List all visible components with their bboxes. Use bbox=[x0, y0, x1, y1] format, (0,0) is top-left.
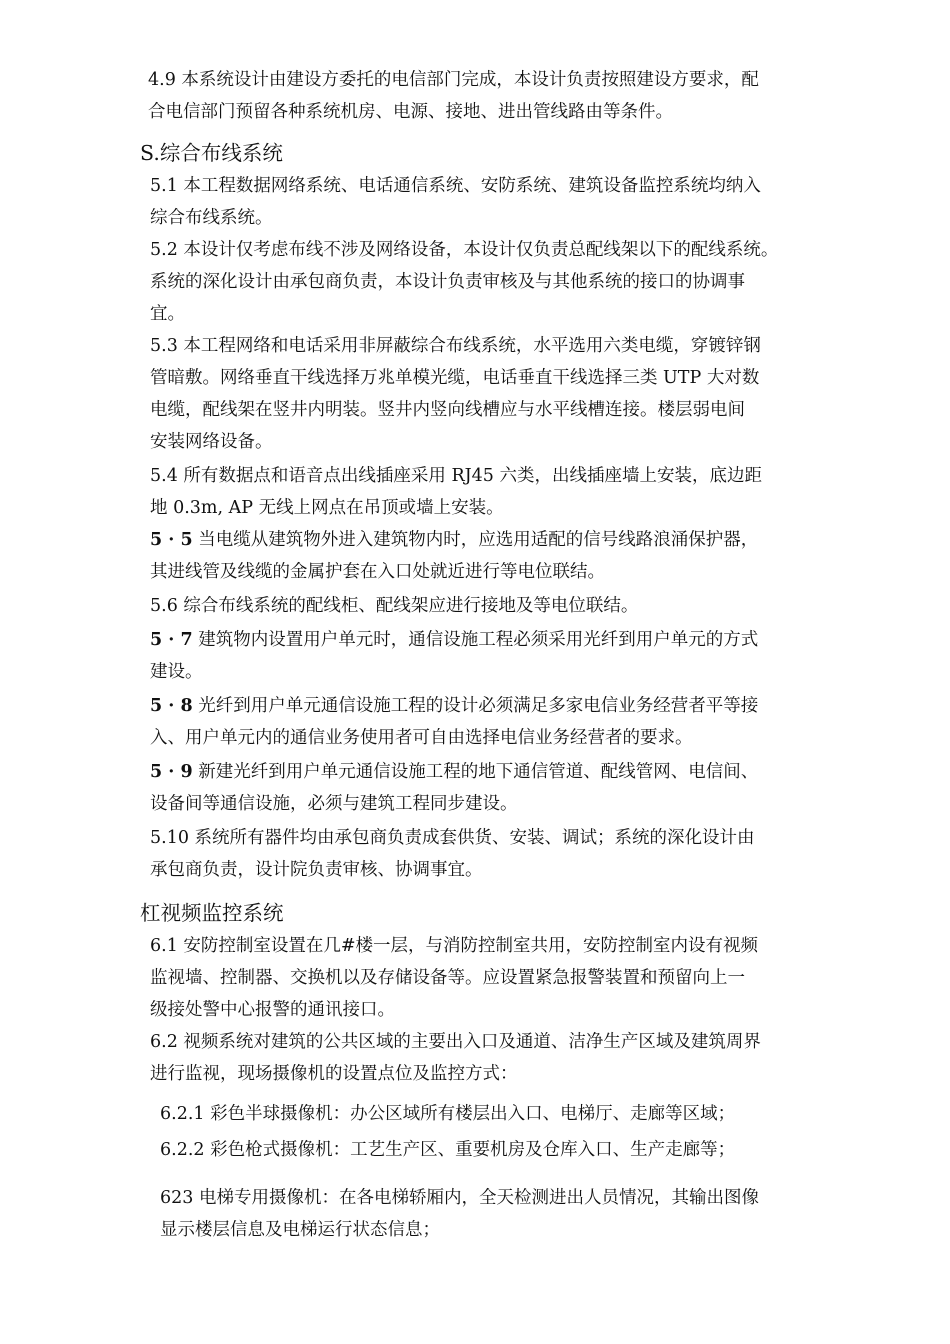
text-line: 建设。 bbox=[150, 662, 203, 682]
text-line: 5.4 所有数据点和语音点出线插座采用 RJ45 六类，出线插座墙上安装，底边距 bbox=[150, 466, 762, 486]
paragraph-6-2-3 bbox=[160, 1182, 759, 1246]
text-line: 安装网络设备。 bbox=[150, 432, 273, 452]
clause-text: 建筑物内设置用户单元时，通信设施工程必须采用光纤到用户单元的方式 bbox=[198, 630, 759, 650]
paragraph-5-6 bbox=[150, 590, 638, 622]
paragraph-6-2-2 bbox=[160, 1134, 735, 1166]
text-line: 6.2.2 彩色枪式摄像机：工艺生产区、重要机房及仓库入口、生产走廊等； bbox=[160, 1140, 736, 1160]
text-line: 5.10 系统所有器件均由承包商负责成套供货、安装、调试；系统的深化设计由 bbox=[150, 828, 755, 848]
text-line: 5.3 本工程网络和电话采用非屏蔽综合布线系统，水平选用六类电缆，穿镀锌钢 bbox=[150, 336, 761, 356]
paragraph-5-7 bbox=[150, 624, 758, 688]
text-line: 5.2 本设计仅考虑布线不涉及网络设备，本设计仅负责总配线架以下的配线系统。 bbox=[150, 240, 779, 260]
clause-number: 5 · 5 bbox=[150, 530, 193, 550]
clause-number: 5 · 8 bbox=[150, 696, 193, 716]
text-line: 宜。 bbox=[150, 304, 185, 324]
paragraph-5-1 bbox=[150, 170, 761, 234]
text-line: 6.2.1 彩色半球摄像机：办公区域所有楼层出入口、电梯厅、走廊等区域； bbox=[160, 1104, 736, 1124]
section-heading-6: 杠视频监控系统 bbox=[140, 901, 284, 925]
text-line bbox=[150, 624, 758, 656]
text-line: 设备间等通信设施，必须与建筑工程同步建设。 bbox=[150, 794, 518, 814]
text-line bbox=[150, 756, 758, 788]
text-line: 5.6 综合布线系统的配线柜、配线架应进行接地及等电位联结。 bbox=[150, 596, 639, 616]
paragraph-5-8 bbox=[150, 690, 758, 754]
text-line: 级接处警中心报警的通讯接口。 bbox=[150, 1000, 395, 1020]
text-line: 4.9 本系统设计由建设方委托的电信部门完成，本设计负责按照建设方要求，配 bbox=[148, 70, 759, 90]
paragraph-5-2 bbox=[150, 234, 778, 330]
text-line: 其进线管及线缆的金属护套在入口处就近进行等电位联结。 bbox=[150, 562, 605, 582]
text-line: 6.1 安防控制室设置在几#楼一层，与消防控制室共用，安防控制室内设有视频 bbox=[150, 936, 759, 956]
section-heading-5: S.综合布线系统 bbox=[140, 141, 283, 165]
text-line: 623 电梯专用摄像机：在各电梯轿厢内，全天检测进出人员情况，其输出图像 bbox=[160, 1188, 759, 1208]
text-line: 入、用户单元内的通信业务使用者可自由选择电信业务经营者的要求。 bbox=[150, 728, 693, 748]
paragraph-5-5 bbox=[150, 524, 758, 588]
text-line: 显示楼层信息及电梯运行状态信息； bbox=[160, 1220, 440, 1240]
text-line: 综合布线系统。 bbox=[150, 208, 273, 228]
clause-text: 当电缆从建筑物外进入建筑物内时，应选用适配的信号线路浪涌保护器， bbox=[198, 530, 759, 550]
text-line bbox=[150, 524, 758, 556]
text-line: 6.2 视频系统对建筑的公共区域的主要出入口及通道、洁净生产区域及建筑周界 bbox=[150, 1032, 761, 1052]
text-line bbox=[150, 690, 758, 722]
text-line: 合电信部门预留各种系统机房、电源、接地、进出管线路由等条件。 bbox=[148, 102, 673, 122]
paragraph-5-10 bbox=[150, 822, 755, 886]
text-line: 地 0.3m, AP 无线上网点在吊顶或墙上安装。 bbox=[150, 498, 504, 518]
text-line: 电缆，配线架在竖井内明装。竖井内竖向线槽应与水平线槽连接。楼层弱电间 bbox=[150, 400, 745, 420]
paragraph-6-2 bbox=[150, 1026, 761, 1090]
clause-text: 光纤到用户单元通信设施工程的设计必须满足多家电信业务经营者平等接 bbox=[198, 696, 759, 716]
text-line: 5.1 本工程数据网络系统、电话通信系统、安防系统、建筑设备监控系统均纳入 bbox=[150, 176, 761, 196]
paragraph-5-4 bbox=[150, 460, 762, 524]
text-line: 管暗敷。网络垂直干线选择万兆单模光缆，电话垂直干线选择三类 UTP 大对数 bbox=[150, 368, 760, 388]
text-line: 监视墙、控制器、交换机以及存储设备等。应设置紧急报警装置和预留向上一 bbox=[150, 968, 745, 988]
text-line: 系统的深化设计由承包商负责，本设计负责审核及与其他系统的接口的协调事 bbox=[150, 272, 745, 292]
paragraph-4-9 bbox=[148, 64, 759, 128]
clause-number: 5 · 9 bbox=[150, 762, 193, 782]
paragraph-5-9 bbox=[150, 756, 758, 820]
clause-text: 新建光纤到用户单元通信设施工程的地下通信管道、配线管网、电信间、 bbox=[198, 762, 759, 782]
paragraph-6-2-1 bbox=[160, 1098, 735, 1130]
clause-number: 5 · 7 bbox=[150, 630, 193, 650]
text-line: 承包商负责，设计院负责审核、协调事宜。 bbox=[150, 860, 483, 880]
text-line: 进行监视，现场摄像机的设置点位及监控方式： bbox=[150, 1064, 518, 1084]
paragraph-5-3 bbox=[150, 330, 761, 458]
paragraph-6-1 bbox=[150, 930, 758, 1026]
